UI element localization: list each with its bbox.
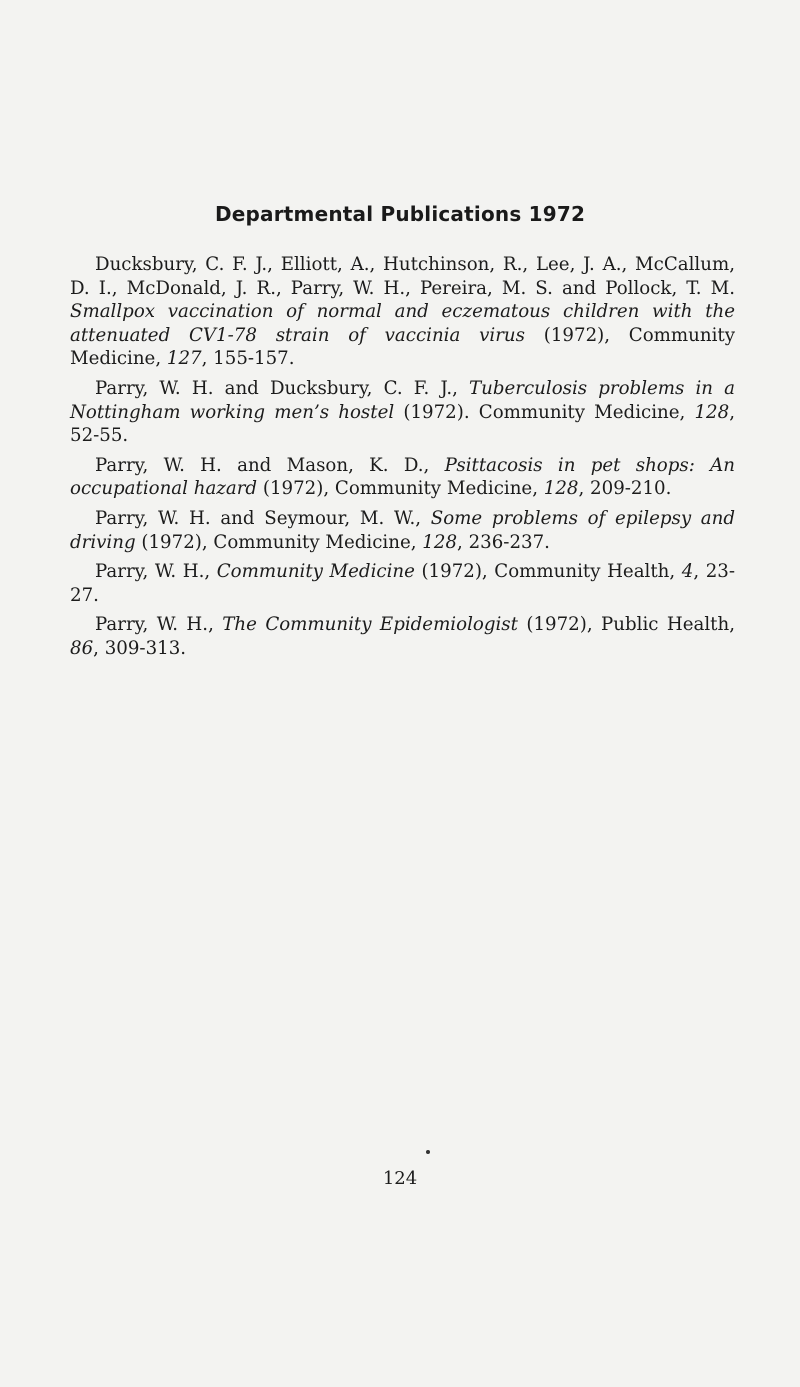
reference-list xyxy=(70,253,735,667)
reference-volume: 128 xyxy=(694,401,730,423)
reference-entry xyxy=(70,253,735,371)
page-title: Departmental Publications 1972 xyxy=(214,202,586,226)
reference-authors: Parry, W. H. and Seymour, M. W., xyxy=(95,507,431,529)
reference-pages: , 236-237. xyxy=(457,531,550,553)
reference-title: Some problems of epilepsy and driving xyxy=(70,507,735,553)
reference-title: Community Medicine xyxy=(216,561,415,583)
reference-entry xyxy=(70,613,735,660)
reference-volume: 128 xyxy=(422,531,458,553)
reference-pages: , 309-313. xyxy=(93,637,187,659)
reference-volume: 127 xyxy=(166,348,202,370)
reference-pages: , 209-210. xyxy=(578,478,672,500)
reference-volume: 86 xyxy=(70,637,94,659)
reference-authors: Parry, W. H., xyxy=(95,561,217,583)
reference-source: (1972), Public Health, xyxy=(517,614,735,636)
reference-title: The Community Epidemiologist xyxy=(222,614,518,636)
reference-authors: Parry, W. H. and Mason, K. D., xyxy=(95,454,445,476)
reference-source: (1972), Community Medicine, xyxy=(257,478,544,500)
reference-source: (1972), Community Medicine, xyxy=(70,324,735,370)
reference-source: (1972), Community Medicine, xyxy=(135,531,423,553)
reference-entry xyxy=(70,507,735,554)
reference-authors: Parry, W. H. and Ducksbury, C. F. J., xyxy=(95,377,470,399)
reference-entry xyxy=(70,377,735,448)
reference-source: (1972), Community Health, xyxy=(414,561,682,583)
reference-pages: , 155-157. xyxy=(201,348,295,370)
reference-volume: 4 xyxy=(681,561,694,583)
print-speck xyxy=(426,1150,430,1154)
reference-title: Psittacosis in pet shops: An occupational hazard xyxy=(70,454,735,500)
reference-authors: Parry, W. H., xyxy=(95,614,223,636)
reference-authors: Ducksbury, C. F. J., Elliott, A., Hutchinson, R., Lee, J. A., McCallum, D. I., McDonald, J. R., Parry, W. H., Pereira, M. S. and Pollock, T. M. xyxy=(70,254,735,299)
reference-title: Smallpox vaccination of normal and eczematous children with the attenuated CV1-78 strain of vaccinia virus xyxy=(70,301,735,346)
reference-entry xyxy=(70,454,735,501)
reference-entry xyxy=(70,560,735,607)
reference-pages: , 52-55. xyxy=(70,401,735,447)
reference-title: Tuberculosis problems in a Nottingham working men’s hostel xyxy=(70,377,735,423)
reference-source: (1972). Community Medicine, xyxy=(394,401,695,423)
page-number: 124 xyxy=(382,1168,418,1189)
reference-volume: 128 xyxy=(543,478,579,500)
reference-pages: , 23-27. xyxy=(70,561,735,606)
